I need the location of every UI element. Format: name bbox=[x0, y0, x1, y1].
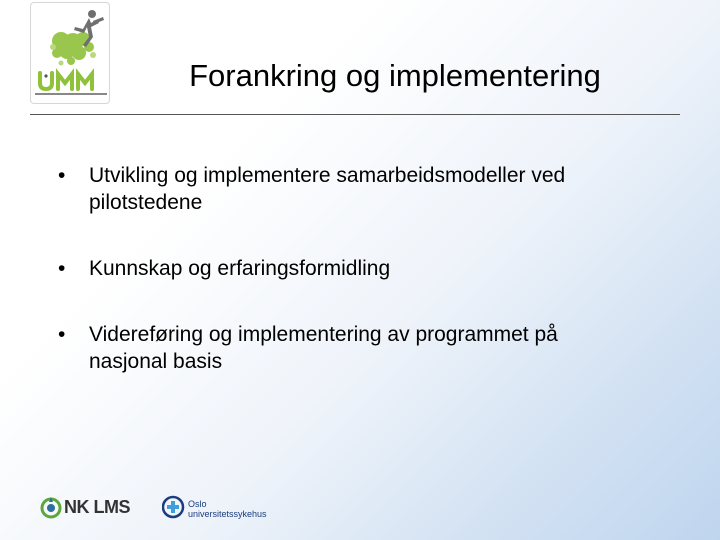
ous-name-line: universitetssykehus bbox=[188, 509, 267, 519]
bullet-marker: • bbox=[58, 164, 66, 187]
bullet-item bbox=[58, 162, 658, 216]
slide-title: Forankring og implementering bbox=[189, 58, 601, 93]
nklms-text: NK LMS bbox=[64, 497, 130, 517]
nklms-logo bbox=[40, 494, 140, 522]
bullet-text-line: nasjonal basis bbox=[89, 350, 223, 373]
nklms-emblem-icon bbox=[40, 494, 64, 522]
ous-logo bbox=[162, 494, 282, 524]
bullet-text-line: Videreføring og implementering av programmet på bbox=[89, 323, 558, 346]
ous-name-line: Oslo bbox=[188, 499, 207, 509]
umm-logo-graphic bbox=[31, 3, 109, 103]
title-divider bbox=[30, 114, 680, 115]
bullet-marker: • bbox=[58, 257, 66, 280]
ous-name bbox=[188, 499, 267, 519]
bullet-item bbox=[58, 321, 658, 375]
bullet-item bbox=[58, 255, 658, 282]
ous-cross-icon bbox=[162, 494, 186, 524]
bullet-list bbox=[58, 162, 658, 375]
logo-tagline-graphic bbox=[35, 92, 107, 96]
bullet-text-line: pilotstedene bbox=[89, 191, 203, 214]
bullet-marker: • bbox=[58, 323, 66, 346]
bullet-text-line: Kunnskap og erfaringsformidling bbox=[89, 257, 391, 280]
bullet-text-line: Utvikling og implementere samarbeidsmodeller ved bbox=[89, 164, 566, 187]
umm-letters bbox=[40, 73, 92, 89]
umm-logo bbox=[30, 2, 110, 104]
